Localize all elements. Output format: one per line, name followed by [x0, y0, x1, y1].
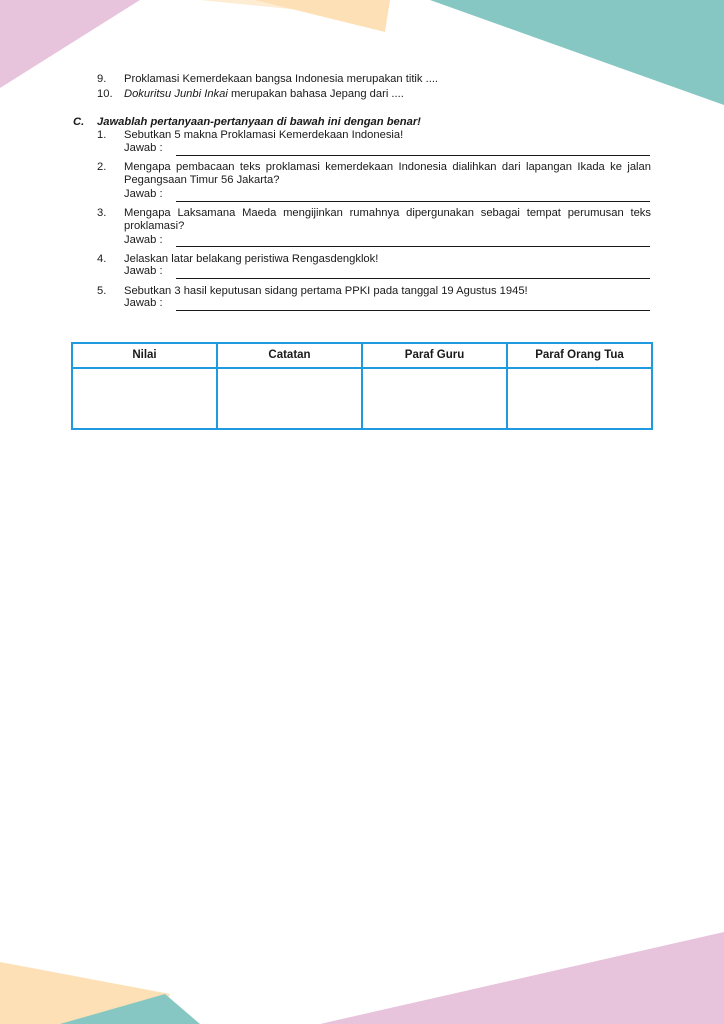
- answer-label: Jawab :: [124, 234, 163, 246]
- answer-label: Jawab :: [124, 188, 163, 200]
- cell-catatan[interactable]: [217, 368, 362, 429]
- question-text: Sebutkan 5 makna Proklamasi Kemerdekaan Indonesia!: [124, 129, 404, 141]
- item-text: [124, 88, 404, 101]
- question-text: Sebutkan 3 hasil keputusan sidang pertama PPKI pada tanggal 19 Agustus 1945!: [124, 285, 528, 297]
- answer-line[interactable]: [176, 278, 650, 279]
- answer-label: Jawab :: [124, 265, 163, 277]
- grade-table: [71, 342, 653, 430]
- cell-nilai[interactable]: [72, 368, 217, 429]
- item-text: Proklamasi Kemerdekaan bangsa Indonesia merupakan titik ....: [124, 73, 439, 85]
- answer-label: Jawab :: [124, 297, 163, 309]
- grade-table-header: [72, 343, 652, 368]
- header-paraf-orang-tua: Paraf Orang Tua: [507, 343, 652, 368]
- question-number: 2.: [97, 161, 107, 173]
- section-label: C.: [73, 116, 85, 128]
- cell-paraf-guru[interactable]: [362, 368, 507, 429]
- question-number: 5.: [97, 285, 107, 297]
- answer-line[interactable]: [176, 310, 650, 311]
- item-text-rest: merupakan bahasa Jepang dari ....: [227, 88, 404, 100]
- header-paraf-guru: Paraf Guru: [362, 343, 507, 368]
- item-number: 9.: [97, 73, 107, 85]
- question-number: 4.: [97, 253, 107, 265]
- question-number: 3.: [97, 207, 107, 219]
- header-nilai: Nilai: [72, 343, 217, 368]
- section-title: Jawablah pertanyaan-pertanyaan di bawah ini dengan benar!: [97, 116, 421, 128]
- question-number: 1.: [97, 129, 107, 141]
- grade-table-row: [72, 368, 652, 429]
- answer-line[interactable]: [176, 155, 650, 156]
- answer-line[interactable]: [176, 201, 650, 202]
- answer-label: Jawab :: [124, 142, 163, 154]
- cell-paraf-orang-tua[interactable]: [507, 368, 652, 429]
- question-text: Mengapa Laksamana Maeda mengijinkan rumahnya dipergunakan sebagai tempat perumusan teks proklamasi?: [124, 207, 651, 232]
- italic-term: Dokuritsu Junbi Inkai: [124, 88, 228, 100]
- question-text: Mengapa pembacaan teks proklamasi kemerdekaan Indonesia dialihkan dari lapangan Ikada ke jalan Pegangsaan Timur 56 Jakarta?: [124, 161, 651, 186]
- answer-line[interactable]: [176, 246, 650, 247]
- header-catatan: Catatan: [217, 343, 362, 368]
- item-number: 10.: [97, 88, 113, 100]
- question-text: Jelaskan latar belakang peristiwa Rengasdengklok!: [124, 253, 379, 265]
